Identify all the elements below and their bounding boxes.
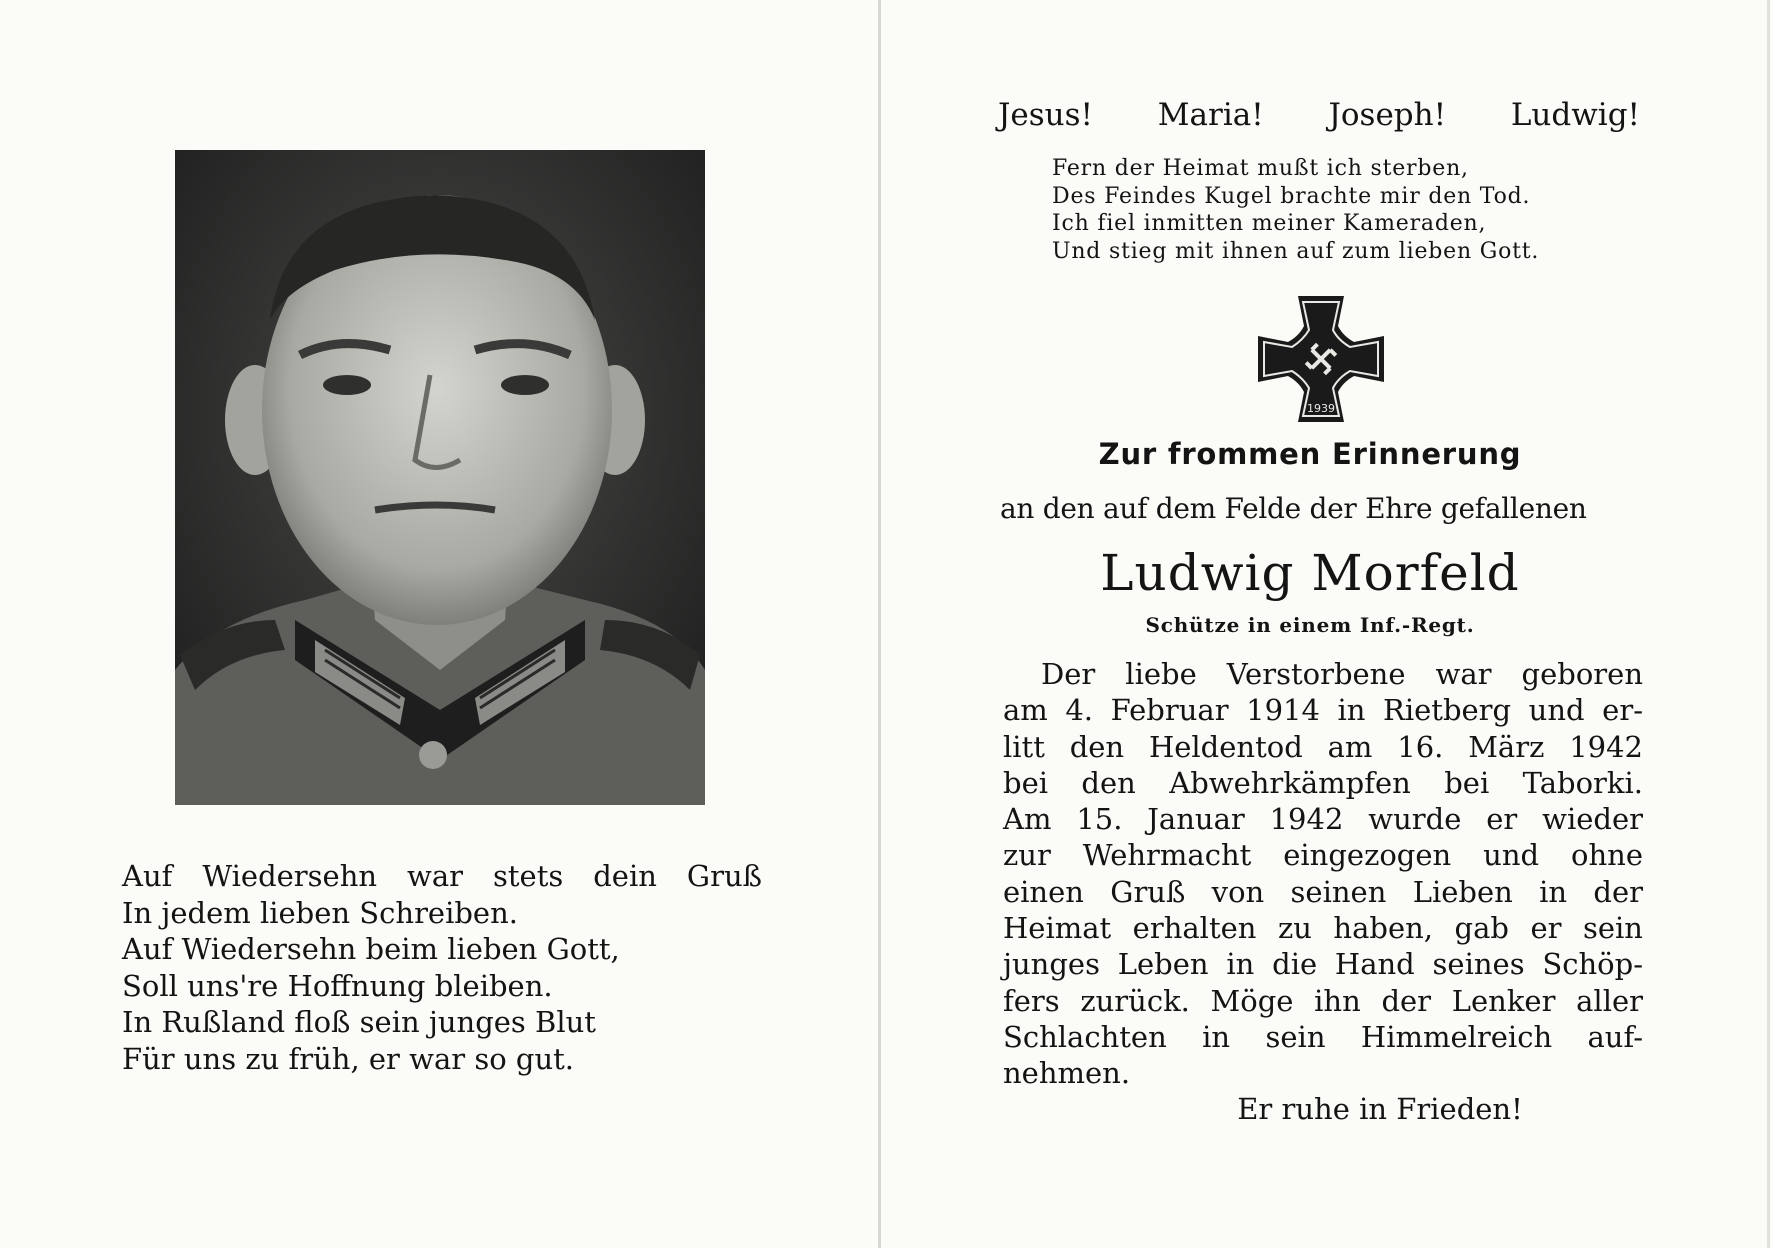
invocation-line — [998, 97, 1640, 133]
bio-line: am 4. Februar 1914 in Rietberg und er- — [1003, 693, 1643, 728]
bio-line: bei den Abwehrkämpfen bei Taborki. — [1003, 765, 1643, 800]
biography — [1003, 656, 1643, 1092]
bio-line: Am 15. Januar 1942 wurde er wieder — [1003, 802, 1643, 837]
bio-line: junges Leben in die Hand seines Schöp- — [1003, 947, 1643, 982]
bio-line: litt den Heldentod am 16. März 1942 — [1003, 729, 1643, 764]
deceased-name: Ludwig Morfeld — [1100, 544, 1520, 602]
fold-line — [878, 0, 881, 1248]
bio-line: Der liebe Verstorbene war geboren — [1041, 657, 1643, 691]
portrait-photo — [175, 150, 705, 805]
bio-line: fers zurück. Möge ihn der Lenker aller — [1003, 983, 1643, 1018]
iron-cross-icon — [1258, 296, 1384, 422]
verse-line: Ich fiel inmitten meiner Kameraden, — [1052, 211, 1487, 236]
left-poem — [122, 858, 762, 1077]
intro-line: an den auf dem Felde der Ehre gefallenen — [1000, 492, 1587, 525]
card-edge — [1767, 0, 1770, 1248]
invocation-word: Ludwig! — [1510, 97, 1640, 133]
rank-line: Schütze in einem Inf.-Regt. — [1145, 613, 1475, 637]
closing-line: Er ruhe in Frieden! — [1237, 1092, 1523, 1126]
invocation-word: Jesus! — [998, 97, 1094, 133]
memorial-heading: Zur frommen Erinnerung — [1098, 437, 1522, 471]
bio-line: zur Wehrmacht eingezogen und ohne — [1003, 838, 1643, 873]
bio-line: nehmen. — [1003, 1056, 1131, 1091]
bio-line: Heimat erhalten zu haben, gab er sein — [1003, 911, 1643, 946]
poem-line: Soll uns're Hoffnung bleiben. — [122, 968, 553, 1003]
verse-line: Des Feindes Kugel brachte mir den Tod. — [1052, 183, 1531, 209]
bio-line: einen Gruß von seinen Lieben in der — [1003, 874, 1643, 909]
poem-line: Auf Wiedersehn war stets dein Gruß — [122, 859, 762, 893]
soldier-portrait-icon — [175, 150, 705, 805]
bio-line: Schlachten in sein Himmelreich auf- — [1003, 1019, 1643, 1054]
verse-line: Und stieg mit ihnen auf zum lieben Gott. — [1052, 238, 1540, 264]
verse-line: Fern der Heimat mußt ich sterben, — [1052, 156, 1469, 181]
invocation-word: Maria! — [1157, 97, 1264, 133]
poem-line: In jedem lieben Schreiben. — [122, 895, 518, 930]
verse — [1052, 155, 1539, 265]
poem-line: Für uns zu früh, er war so gut. — [122, 1041, 575, 1076]
poem-line: Auf Wiedersehn beim lieben Gott, — [122, 932, 620, 966]
invocation-word: Joseph! — [1328, 97, 1447, 133]
poem-line: In Rußland floß sein junges Blut — [122, 1005, 596, 1039]
emblem-year: 1939 — [1307, 402, 1335, 415]
